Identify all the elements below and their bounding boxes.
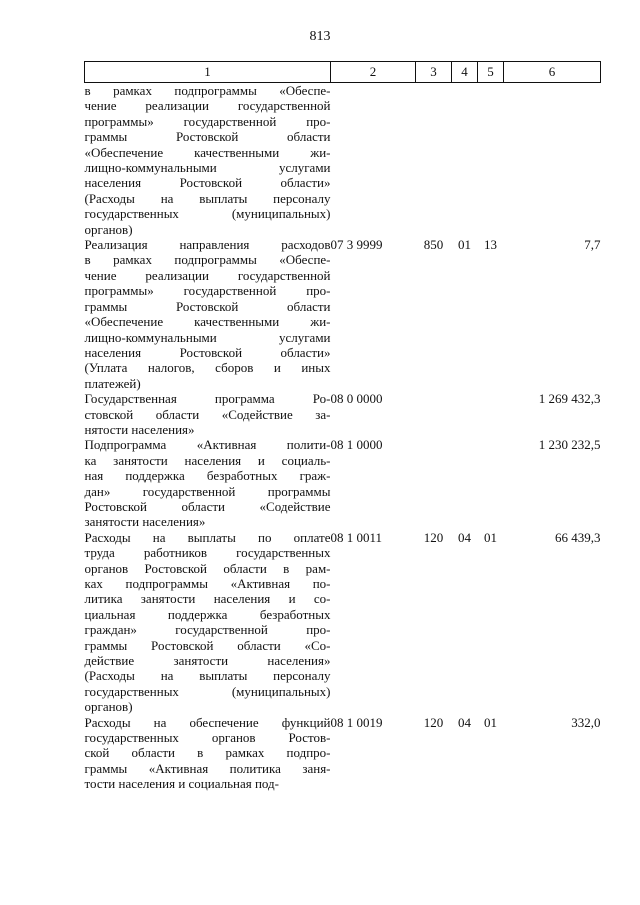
row-subsection: 01 <box>484 714 497 730</box>
description-line: дан» государственной программы <box>84 483 331 499</box>
row-expense-type <box>416 83 452 238</box>
table-body <box>85 83 601 792</box>
row-amount: 1 230 232,5 <box>538 437 601 453</box>
row-description <box>85 391 331 437</box>
description-line: населения Ростовской области» <box>84 175 331 191</box>
description-line: граммы «Активная политика заня- <box>84 760 331 776</box>
row-expense-type <box>416 391 452 437</box>
description-line: граммы Ростовской области <box>84 129 331 145</box>
description-line: программы» государственной про- <box>84 283 331 299</box>
description-line: программы» государственной про- <box>84 113 331 129</box>
row-expense-type: 120 <box>423 529 444 545</box>
description-line: государственных (муниципальных) <box>84 683 331 699</box>
description-line: государственных органов Ростов- <box>84 730 331 746</box>
description-line: «Обеспечение качественными жи- <box>84 314 331 330</box>
description-line: ка занятости населения и социаль- <box>84 452 331 468</box>
row-subsection <box>478 83 504 238</box>
column-header-description: 1 <box>85 62 331 83</box>
column-header-amount: 6 <box>504 62 601 83</box>
row-amount: 332,0 <box>571 714 601 730</box>
table-row <box>85 83 601 238</box>
description-line: Государственная программа Ро- <box>84 391 331 407</box>
description-line: нятости населения» <box>84 421 195 437</box>
row-section <box>452 391 478 437</box>
row-subsection <box>478 391 504 437</box>
description-line: органов Ростовской области в рам- <box>84 560 331 576</box>
row-amount <box>504 83 601 238</box>
row-amount: 7,7 <box>584 237 601 253</box>
description-line: труда работников государственных <box>84 545 331 561</box>
description-line: (Расходы на выплаты персоналу <box>84 190 331 206</box>
row-subsection: 13 <box>484 237 497 253</box>
description-line: стовской области «Содействие за- <box>84 406 331 422</box>
row-section: 04 <box>458 714 471 730</box>
description-line: ках подпрограммы «Активная по- <box>84 576 331 591</box>
description-line: Расходы на обеспечение функций <box>84 714 331 730</box>
row-expense-type: 850 <box>423 237 444 253</box>
description-line: циальная поддержка безработных <box>84 606 331 622</box>
column-header-expense-type: 3 <box>416 62 452 83</box>
row-description <box>85 530 331 715</box>
table-row <box>85 437 601 529</box>
description-line: в рамках подпрограммы «Обеспе- <box>84 252 331 268</box>
row-expense-type <box>416 437 452 529</box>
column-header-section: 4 <box>452 62 478 83</box>
description-line: Подпрограмма «Активная полити- <box>84 437 331 453</box>
description-line: органов) <box>84 699 133 715</box>
description-line: населения Ростовской области» <box>84 344 331 360</box>
row-section: 04 <box>458 529 471 545</box>
row-description <box>85 437 331 529</box>
table-row <box>85 391 601 437</box>
row-expense-type: 120 <box>423 714 444 730</box>
description-line: литика занятости населения и со- <box>84 591 331 607</box>
row-description <box>85 83 331 238</box>
description-line: лищно-коммунальными услугами <box>84 160 331 176</box>
row-code: 08 1 0011 <box>330 529 383 545</box>
description-line: в рамках подпрограммы «Обеспе- <box>84 83 331 98</box>
description-line: чение реализации государственной <box>84 267 331 283</box>
row-amount: 66 439,3 <box>555 529 601 545</box>
description-line: Расходы на выплаты по оплате <box>84 529 331 545</box>
row-code: 08 1 0019 <box>330 714 383 730</box>
description-line: государственных (муниципальных) <box>84 206 331 222</box>
description-line: (Расходы на выплаты персоналу <box>84 668 331 684</box>
row-subsection: 01 <box>484 529 497 545</box>
row-description <box>85 715 331 792</box>
row-amount: 1 269 432,3 <box>538 391 601 407</box>
table-row <box>85 715 601 792</box>
description-line: занятости населения» <box>84 514 206 530</box>
description-line: граммы Ростовской области <box>84 298 331 314</box>
description-line: платежей) <box>84 375 141 391</box>
description-line: тости населения и социальная под- <box>84 776 279 792</box>
description-line: «Обеспечение качественными жи- <box>84 144 331 160</box>
description-line: лищно-коммунальными услугами <box>84 329 331 345</box>
description-line: ная поддержка безработных граж- <box>84 468 331 484</box>
description-line: органов) <box>84 221 133 237</box>
row-section: 01 <box>458 237 471 253</box>
description-line: (Уплата налогов, сборов и иных <box>84 360 331 376</box>
table-row <box>85 237 601 391</box>
table-header-row <box>85 62 601 83</box>
row-section <box>452 437 478 529</box>
description-line: Ростовской области «Содействие <box>84 498 331 514</box>
row-code: 08 0 0000 <box>330 391 383 407</box>
description-line: действие занятости населения» <box>84 653 331 669</box>
description-line: чение реализации государственной <box>84 98 331 114</box>
description-line: ской области в рамках подпро- <box>84 745 331 761</box>
page-number: 813 <box>309 29 331 44</box>
column-header-subsection: 5 <box>478 62 504 83</box>
budget-table <box>84 61 601 792</box>
row-section <box>452 83 478 238</box>
description-line: граждан» государственной про- <box>84 622 331 638</box>
table-row <box>85 530 601 715</box>
row-code: 08 1 0000 <box>330 437 383 453</box>
row-subsection <box>478 437 504 529</box>
column-header-code: 2 <box>331 62 416 83</box>
description-line: Реализация направления расходов <box>84 237 331 253</box>
row-code <box>331 83 416 238</box>
description-line: граммы Ростовской области «Со- <box>84 637 331 653</box>
row-code: 07 3 9999 <box>330 237 383 253</box>
row-description <box>85 237 331 391</box>
